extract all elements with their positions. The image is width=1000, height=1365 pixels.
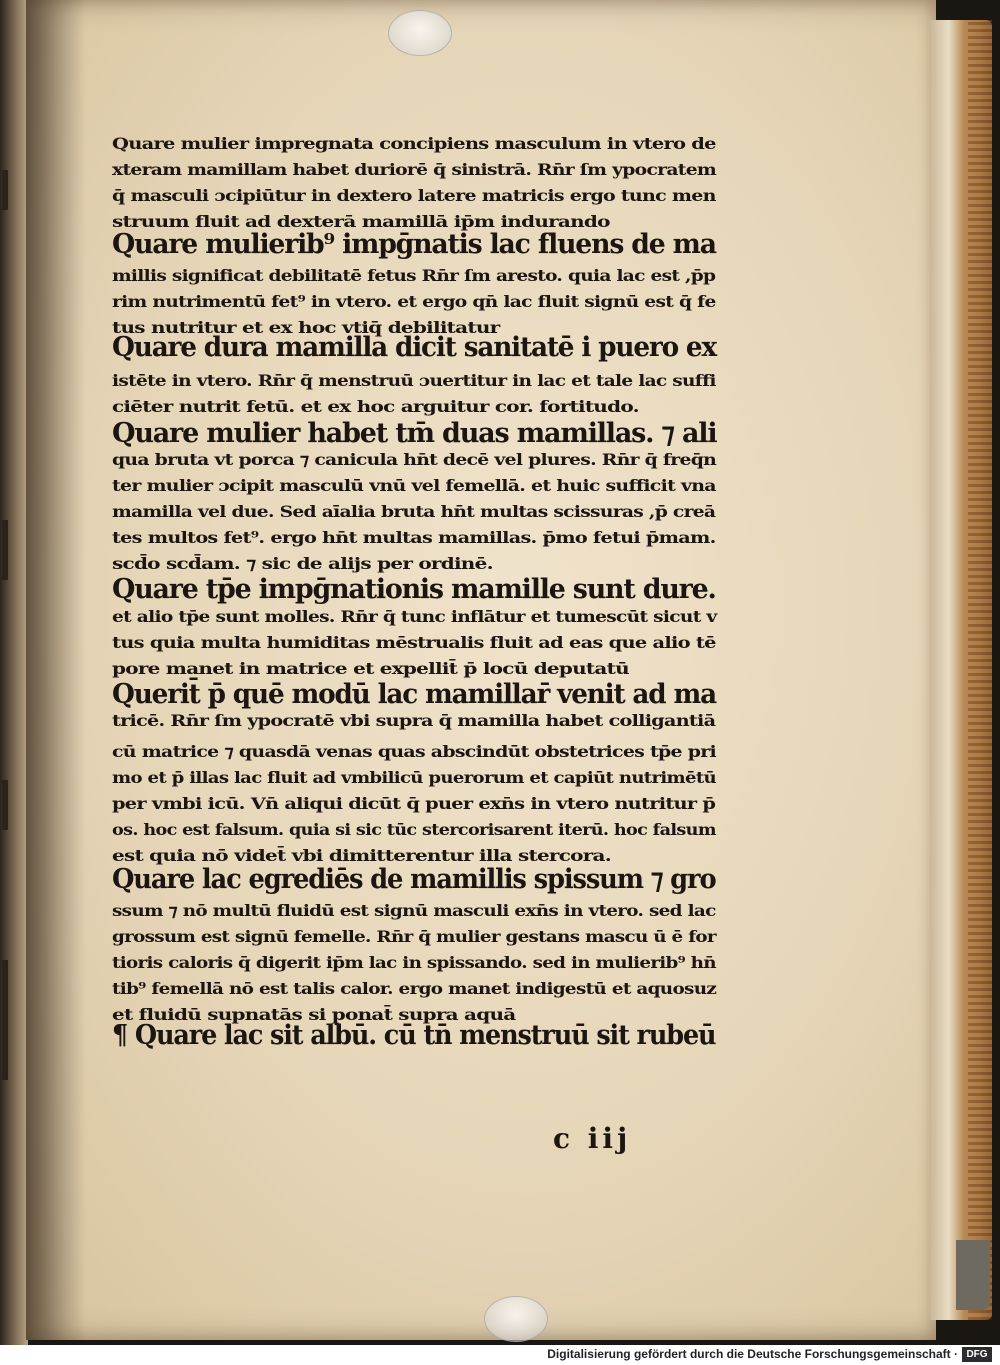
question-heading-line: Quare mulier habet tm̄ duas mamillas. ⁊ ali [112,418,717,449]
question-heading-line: ¶ Quare lac sit albū. cū tn̄ menstruū sit rubeū [112,1020,716,1051]
text-line: rim nutrimentū fet⁹ in vtero. et ergo qn̄ lac fluit signū est q̄ fe [112,292,716,311]
text-line: mo et p̄ illas lac fluit ad vmbilicū puerorum et capiūt nutrimētū [112,768,716,787]
text-line: istēte in vtero. Rn̄r q̄ menstruū ɔuertitur in lac et tale lac suffi [112,371,716,390]
text-line: qua bruta vt porca ⁊ canicula hn̄t decē vel plures. Rn̄r q̄ freq̄n [112,450,717,469]
text-line: struum fluit ad dexterā mamillā ip̄m indurando [112,212,610,231]
text-line: Quare mulier impregnata concipiens masculum in vtero de [112,134,716,153]
text-line: pore manet in matrice et expellit̄ p̄ locū deputatū [112,659,629,678]
text-line: os. hoc est falsum. quia si sic tūc stercorisarent iterū. hoc falsum [112,820,716,839]
text-line: ter mulier ɔcipit masculū vnū vel femellā. et huic sufficit vna [112,476,716,495]
text-line: millis significat debilitatē fetus Rn̄r ſm aresto. quia lac est ,p̄p [112,266,716,285]
text-line: grossum est signū femelle. Rn̄r q̄ mulier gestans mascu ū ē for [112,927,716,946]
text-line: est quia nō videt̄ vbi dimitterentur illa stercora. [112,846,611,865]
previous-page-edge [0,0,28,1345]
question-heading-line: Querit̄ p̄ quē modū lac mamillar̄ venit ad ma [112,679,716,710]
footer-bar [0,1345,1000,1365]
text-line: ciēter nutrit fetū. et ex hoc arguitur cor. fortitudo. [112,397,639,416]
text-line: mamilla vel due. Sed aīalia bruta hn̄t multas scissuras ,p̄ creā [112,502,716,521]
text-line: q̄ masculi ɔcipiūtur in dextero latere matricis ergo tunc men [112,186,716,205]
text-line: tioris caloris q̄ digerit ip̄m lac in spissando. sed in mulierib⁹ hn̄ [112,953,716,972]
text-line: tus nutritur et ex hoc vtiq̄ debilitatur [112,318,500,337]
text-line: tib⁹ femellā nō est talis calor. ergo manet indigestū et aquosuz [112,979,717,998]
text-line: per vmbi icū. Vn̄ aliqui dicūt q̄ puer exn̄s in vtero nutritur p̄ [112,794,716,813]
text-line: xteram mamillam habet duriorē q̄ sinistrā. Rn̄r ſm ypocratem [112,160,717,179]
question-heading-line: Quare lac egrediēs de mamillis spissum ⁊ gro [112,864,716,895]
text-line: et alio tp̄e sunt molles. Rn̄r q̄ tunc inflātur et tumescūt sicut v [112,607,717,626]
text-line: tes multos fet⁹. ergo hn̄t multas mamillas. p̄mo fetui p̄mam. [112,528,716,547]
text-line: tus quia multa humiditas mēstrualis fluit ad eas que alio tē [112,633,716,652]
text-line: tricē. Rn̄r ſm ypocratē vbi supra q̄ mamilla habet colligantiā [112,711,716,730]
dfg-logo: DFG [962,1347,992,1362]
footer-credit: Digitalisierung gefördert durch die Deutsche Forschungsgemeinschaft · [547,1347,958,1361]
signature-mark: c iij [553,1122,632,1155]
book-edge-stack [930,20,992,1320]
question-heading-line: Quare dura mamilla dicit sanitatē i puero ex [112,332,717,363]
question-heading-line: Quare tp̄e impḡnationis mamille sunt dure. [112,574,716,605]
text-line: et fluidū supnatās si ponat̄ supra aquā [112,1005,516,1024]
text-line: scd̄o scd̄am. ⁊ sic de alijs per ordinē. [112,554,493,573]
book-binding-corner [956,1240,990,1310]
text-line: ssum ⁊ nō multū fluidū est signū masculi exn̄s in vtero. sed lac [112,901,716,920]
top-page-clip [388,10,452,56]
text-line: cū matrice ⁊ quasdā venas quas abscindūt obstetrices tp̄e pri [112,742,716,761]
bottom-page-clip [484,1296,548,1342]
question-heading-line: Quare mulierib⁹ impḡnatis lac fluens de ma [112,229,716,260]
